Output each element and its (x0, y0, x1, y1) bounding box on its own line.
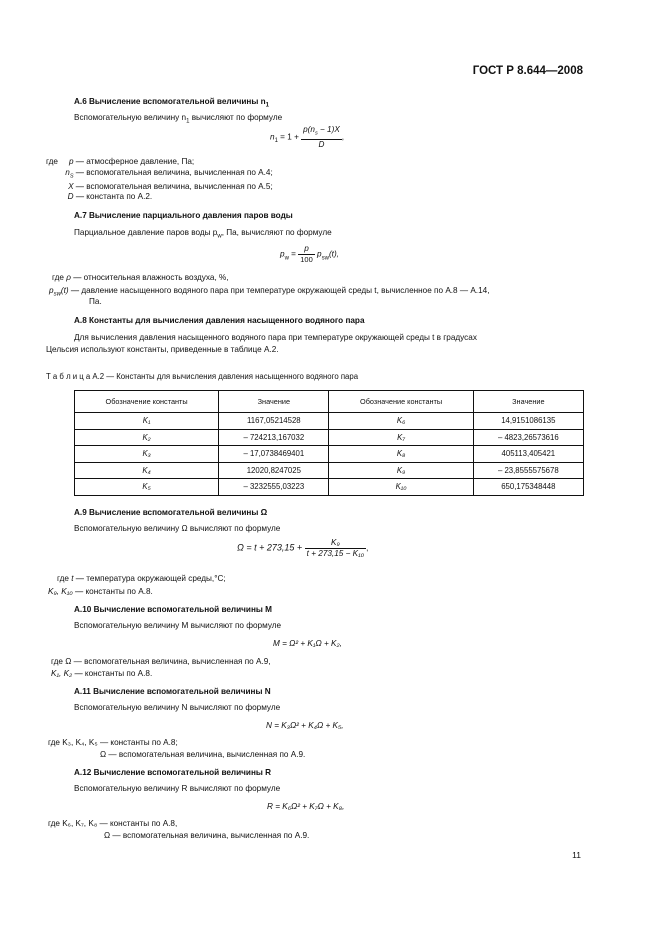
formula-omega: Ω = t + 273,15 + $\frac{\text{K₉}}{\text{t + 273,15 − K₁₀}}$ , (237, 538, 369, 558)
constant-symbol: K₉ (329, 462, 473, 479)
section-a9-def-t: где t — температура окружающей среды,°С; (57, 574, 226, 583)
section-a7-def-psw: $p_{sw}(t)$ — давление насыщенного водяного пара при температуре окружающей среды t, вычисленное по А.8 — А.14, (49, 286, 490, 298)
table-row (75, 462, 584, 479)
constant-value: – 3232555,03223 (219, 479, 329, 496)
constant-value: 405113,405421 (473, 446, 583, 463)
table-a2-caption: Т а б л и ц а А.2 — Константы для вычисления давления насыщенного водяного пара (46, 372, 359, 381)
section-a10-title: А.10 Вычисление вспомогательной величины M (74, 605, 272, 614)
section-a12-def-omega: Ω — вспомогательная величина, вычисленная по А.9. (104, 831, 310, 840)
constant-symbol: K₈ (329, 446, 473, 463)
section-a6-intro: Вспомогательную величину $n_1$ вычисляют по формуле (74, 113, 283, 125)
constant-value: 14,9151086135 (473, 413, 583, 430)
table-row (75, 446, 584, 463)
section-a12-def-k: где K₆, K₇, K₈ — константы по А.8, (48, 819, 178, 828)
table-header-row (75, 391, 584, 413)
section-a7-title: А.7 Вычисление парциального давления паров воды (74, 211, 293, 220)
constant-symbol: K₁ (75, 413, 219, 430)
section-a9-intro: Вспомогательную величину Ω вычисляют по формуле (74, 524, 281, 533)
formula-omega-fraction: $\frac{\text{K₉}}{\text{t + 273,15 − K₁₀}}$ (306, 538, 365, 558)
constant-value: 12020,8247025 (219, 462, 329, 479)
section-a12-intro: Вспомогательную величину R вычисляют по формуле (74, 784, 281, 793)
formula-n1-fraction: $\frac{p(n_s - 1)X}{D}$ (303, 125, 340, 149)
section-a12-title: А.12 Вычисление вспомогательной величины R (74, 768, 272, 777)
constant-symbol: K₅ (75, 479, 219, 496)
formula-r: R = K₆Ω² + K₇Ω + K₈, (267, 802, 345, 811)
constant-value: 1167,05214528 (219, 413, 329, 430)
section-a8-paragraph: Для вычисления давления насыщенного водяного пара при температуре окружающей среды t в градусах Цельсия используют константы, приведенные в таблице А.2. (46, 333, 477, 354)
column-header: Обозначение константы (75, 391, 219, 413)
formula-pw-fraction: $\frac{p}{100}$ (300, 244, 313, 264)
constant-value: – 23,8555575678 (473, 462, 583, 479)
table-row (75, 429, 584, 446)
constant-value: – 17,0738469401 (219, 446, 329, 463)
constant-symbol: K₁₀ (329, 479, 473, 496)
section-a6-definitions: где p — атмосферное давление, Па; $n_S$ — вспомогательная величина, вычисленная по А.4; X — вспомогательная величина, вычисленная по А.5; D — константа по А.2. (46, 157, 273, 202)
section-a10-def-omega: где Ω — вспомогательная величина, вычисленная по А.9, (51, 657, 271, 666)
constant-value: – 724213,167032 (219, 429, 329, 446)
formula-n: N = K₃Ω² + K₄Ω + K₅, (266, 721, 344, 730)
section-a10-intro: Вспомогательную величину M вычисляют по формуле (74, 621, 282, 630)
column-header: Обозначение константы (329, 391, 473, 413)
section-a7-def-psw-unit: Па. (89, 297, 102, 306)
section-a7-def-rho: где ρ — относительная влажность воздуха, %, (52, 273, 229, 282)
section-a11-intro: Вспомогательную величину N вычисляют по формуле (74, 703, 281, 712)
document-id: ГОСТ Р 8.644—2008 (472, 65, 583, 77)
section-a7-intro: Парциальное давление паров воды $p_w$, Па, вычисляют по формуле (74, 228, 332, 240)
section-a6-title: А.6 Вычисление вспомогательной величины $n_1$ (74, 97, 269, 109)
table-row (75, 413, 584, 430)
section-a11-title: А.11 Вычисление вспомогательной величины N (74, 687, 271, 696)
formula-n1: $n_1 = 1$ + $\frac{p(n_s - 1)X}{D}$ , (270, 125, 345, 149)
section-a10-def-k: K₁, K₂ — константы по А.8. (51, 669, 153, 678)
section-a11-def-omega: Ω — вспомогательная величина, вычисленная по А.9. (100, 750, 306, 759)
constant-symbol: K₆ (329, 413, 473, 430)
formula-m: M = Ω² + K₁Ω + K₂, (273, 639, 342, 648)
section-a8-title: А.8 Константы для вычисления давления насыщенного водяного пара (74, 316, 365, 325)
constants-table (74, 390, 584, 496)
formula-pw: $p_w$ = $\frac{p}{100}$ $p_{sw}(t)$, (280, 244, 339, 264)
constant-symbol: K₂ (75, 429, 219, 446)
section-a9-title: А.9 Вычисление вспомогательной величины Ω (74, 508, 268, 517)
constant-value: – 4823,26573616 (473, 429, 583, 446)
section-a9-def-k: K₉, K₁₀ — константы по А.8. (48, 587, 153, 596)
column-header: Значение (473, 391, 583, 413)
table-row (75, 479, 584, 496)
constant-symbol: K₃ (75, 446, 219, 463)
page-number: 11 (572, 850, 581, 860)
column-header: Значение (219, 391, 329, 413)
constant-symbol: K₇ (329, 429, 473, 446)
section-a11-def-k: где K₃, K₄, K₅ — константы по А.8; (48, 738, 178, 747)
constant-value: 650,175348448 (473, 479, 583, 496)
constant-symbol: K₄ (75, 462, 219, 479)
